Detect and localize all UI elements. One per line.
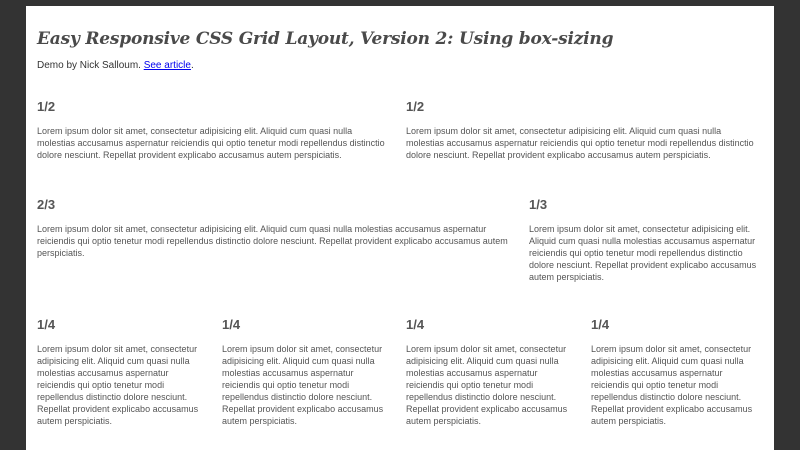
col-heading: 1/4 <box>222 317 241 332</box>
col-text: Lorem ipsum dolor sit amet, consectetur adipisicing elit. Aliquid cum quasi nulla molestias accusamus aspernatur reiciendis qui optio tenetur modi repellendus distinctio dolore nesciunt. Repellat provident explicabo accusamus autem perspiciatis. <box>37 126 385 160</box>
grid-col-half-1 <box>37 99 391 161</box>
col-text: Lorem ipsum dolor sit amet, consectetur adipisicing elit. Aliquid cum quasi nulla molestias accusamus aspernatur reiciendis qui optio tenetur modi repellendus distinctio dolore nesciunt. Repellat provident explicabo accusamus autem perspiciatis. <box>37 224 508 258</box>
col-text: Lorem ipsum dolor sit amet, consectetur adipisicing elit. Aliquid cum quasi nulla molestias accusamus aspernatur reiciendis qui optio tenetur modi repellendus distinctio dolore nesciunt. Repellat provident explicabo accusamus autem perspiciatis. <box>406 126 754 160</box>
col-text: Lorem ipsum dolor sit amet, consectetur adipisicing elit. Aliquid cum quasi nulla molestias accusamus aspernatur reiciendis qui optio tenetur modi repellendus distinctio dolore nesciunt. Repellat provident explicabo accusamus autem perspiciatis. <box>406 344 568 426</box>
grid-col-half-2 <box>406 99 761 161</box>
col-heading: 1/4 <box>37 317 56 332</box>
page-title: Easy Responsive CSS Grid Layout, Version 2: Using box-sizing <box>37 29 614 49</box>
grid-col-quarter-4 <box>591 317 763 427</box>
demo-credit <box>37 60 194 71</box>
grid-col-quarter-2 <box>222 317 394 427</box>
demo-credit-text: Demo by Nick Salloum. <box>37 60 141 71</box>
col-heading: 1/2 <box>406 99 425 114</box>
col-text: Lorem ipsum dolor sit amet, consectetur adipisicing elit. Aliquid cum quasi nulla molestias accusamus aspernatur reiciendis qui optio tenetur modi repellendus distinctio dolore nesciunt. Repellat provident explicabo accusamus autem perspiciatis. <box>37 344 199 426</box>
demo-credit-period: . <box>190 60 194 71</box>
see-article-link[interactable]: See article <box>143 60 191 71</box>
col-text: Lorem ipsum dolor sit amet, consectetur adipisicing elit. Aliquid cum quasi nulla molestias accusamus aspernatur reiciendis qui optio tenetur modi repellendus distinctio dolore nesciunt. Repellat provident explicabo accusamus autem perspiciatis. <box>529 224 757 282</box>
col-heading: 1/4 <box>591 317 610 332</box>
col-heading: 1/4 <box>406 317 425 332</box>
grid-col-quarter-3 <box>406 317 578 427</box>
col-text: Lorem ipsum dolor sit amet, consectetur adipisicing elit. Aliquid cum quasi nulla molestias accusamus aspernatur reiciendis qui optio tenetur modi repellendus distinctio dolore nesciunt. Repellat provident explicabo accusamus autem perspiciatis. <box>222 344 384 426</box>
grid-col-two-thirds <box>37 197 513 259</box>
page-container <box>26 6 774 450</box>
grid-col-one-third <box>529 197 759 283</box>
col-heading: 1/2 <box>37 99 56 114</box>
col-heading: 2/3 <box>37 197 56 212</box>
col-heading: 1/3 <box>529 197 548 212</box>
grid-col-quarter-1 <box>37 317 209 427</box>
col-text: Lorem ipsum dolor sit amet, consectetur adipisicing elit. Aliquid cum quasi nulla molestias accusamus aspernatur reiciendis qui optio tenetur modi repellendus distinctio dolore nesciunt. Repellat provident explicabo accusamus autem perspiciatis. <box>591 344 753 426</box>
